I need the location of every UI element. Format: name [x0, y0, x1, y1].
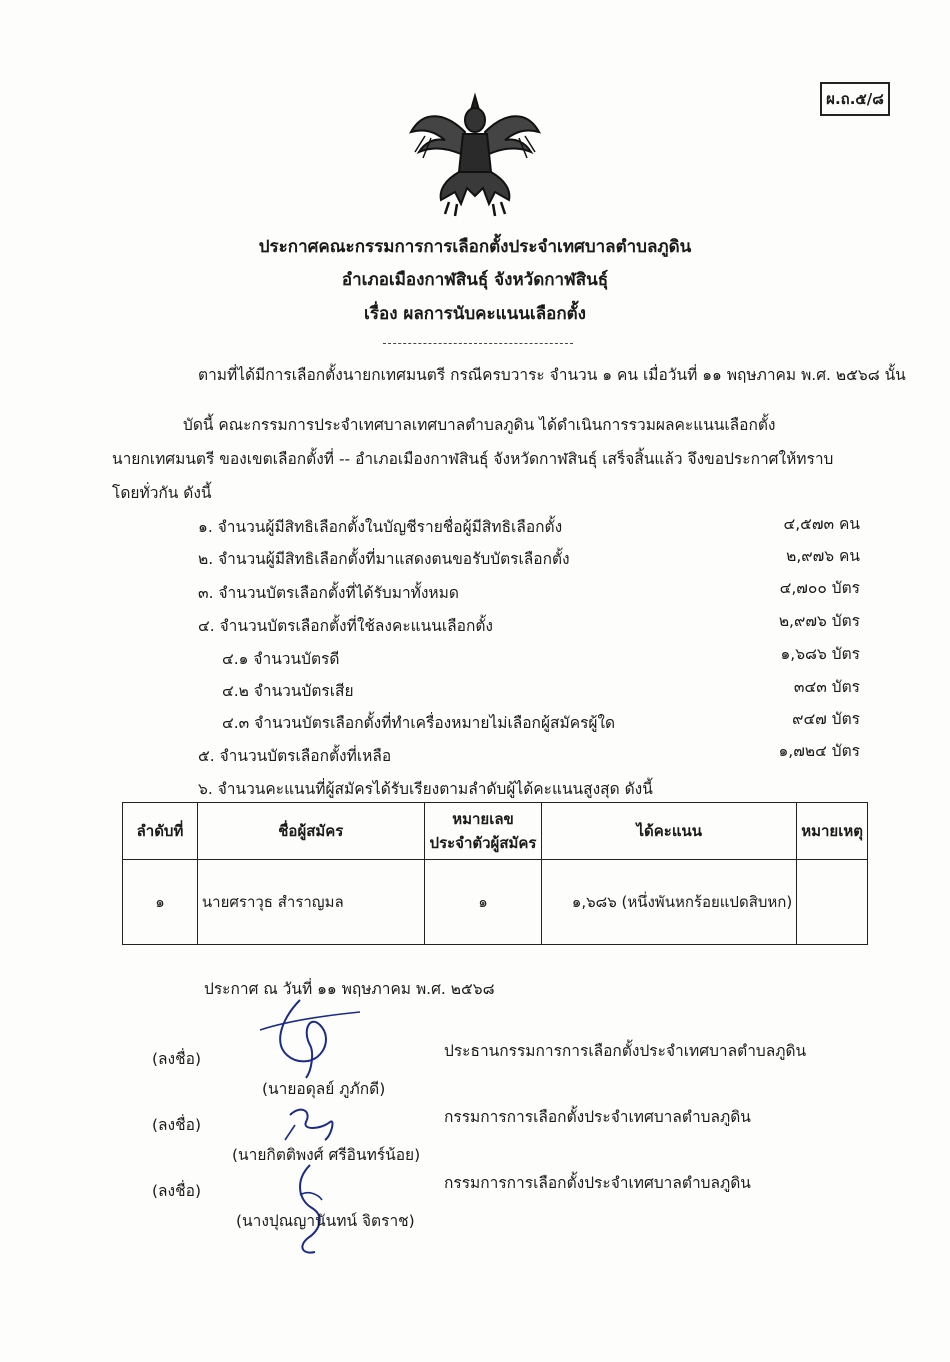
intro-paragraph: ตามที่ได้มีการเลือกตั้งนายกเทศมนตรี กรณีครบวาระ จำนวน ๑ คน เมื่อวันที่ ๑๑ พฤษภาคม พ.ศ. ๒๕๖๘ นั้น [198, 366, 906, 384]
item-value: ๑,๖๘๖ บัตร [780, 645, 860, 663]
table-header-row [123, 803, 868, 860]
header-rank: ลำดับที่ [123, 803, 198, 860]
item-label: ๔.๑ จำนวนบัตรดี [222, 650, 340, 668]
cell-votes: ๑,๖๘๖ (หนึ่งพันหกร้อยแปดสิบหก) [542, 860, 797, 945]
title-line-2: อำเภอเมืองกาฬสินธุ์ จังหวัดกาฬสินธุ์ [341, 270, 609, 290]
item-label: ๔.๒ จำนวนบัตรเสีย [222, 682, 354, 700]
item-label: ๔.๓ จำนวนบัตรเลือกตั้งที่ทำเครื่องหมายไม่เลือกผู้สมัครผู้ใด [222, 714, 616, 732]
signature-label: (ลงชื่อ) [152, 1050, 201, 1068]
cell-name: นายศราวุธ สำราญมล [197, 860, 424, 945]
item-value: ๓๔๓ บัตร [793, 678, 860, 696]
signer-title: กรรมการการเลือกตั้งประจำเทศบาลตำบลภูดิน [444, 1108, 751, 1126]
header-number [424, 803, 542, 860]
signer-name: (นายอดุลย์ ภูภักดี) [262, 1080, 386, 1098]
signature-label: (ลงชื่อ) [152, 1182, 201, 1200]
cell-note [797, 860, 868, 945]
item-label: ๓. จำนวนบัตรเลือกตั้งที่ได้รับมาทั้งหมด [198, 584, 459, 602]
body-paragraph-line-1: บัดนี้ คณะกรรมการประจำเทศบาลเทศบาลตำบลภูดิน ได้ดำเนินการรวมผลคะแนนเลือกตั้ง [183, 416, 776, 434]
title-divider [383, 343, 573, 344]
signature-1 [240, 990, 370, 1080]
signer-name: (นายกิตติพงศ์ ศรีอินทร์น้อย) [232, 1146, 421, 1164]
signer-title: กรรมการการเลือกตั้งประจำเทศบาลตำบลภูดิน [444, 1174, 751, 1192]
header-number-line-1: หมายเลข [452, 810, 514, 828]
body-paragraph-line-2: นายกเทศมนตรี ของเขตเลือกตั้งที่ -- อำเภอเมืองกาฬสินธุ์ จังหวัดกาฬสินธุ์ เสร็จสิ้นแล้ว จึงขอประกาศให้ทราบ [112, 450, 834, 468]
item-label: ๑. จำนวนผู้มีสิทธิเลือกตั้งในบัญชีรายชื่อผู้มีสิทธิเลือกตั้ง [198, 518, 563, 536]
garuda-emblem-icon [405, 92, 545, 217]
header-note: หมายเหตุ [797, 803, 868, 860]
item-value: ๔,๕๗๓ คน [783, 515, 860, 533]
item-label: ๖. จำนวนคะแนนที่ผู้สมัครได้รับเรียงตามลำดับผู้ได้คะแนนสูงสุด ดังนี้ [198, 780, 653, 798]
item-value: ๔,๗๐๐ บัตร [779, 579, 860, 597]
signature-label: (ลงชื่อ) [152, 1116, 201, 1134]
announcement-date: ประกาศ ณ วันที่ ๑๑ พฤษภาคม พ.ศ. ๒๕๖๘ [204, 980, 495, 998]
body-paragraph-line-3: โดยทั่วกัน ดังนี้ [112, 484, 212, 502]
title-line-1: ประกาศคณะกรรมการการเลือกตั้งประจำเทศบาลตำบลภูดิน [258, 237, 692, 257]
title-line-3: เรื่อง ผลการนับคะแนนเลือกตั้ง [364, 304, 586, 324]
item-value: ๒,๙๗๖ บัตร [778, 612, 860, 630]
item-label: ๔. จำนวนบัตรเลือกตั้งที่ใช้ลงคะแนนเลือกตั้ง [198, 617, 493, 635]
cell-number: ๑ [424, 860, 542, 945]
item-value: ๑,๗๒๔ บัตร [778, 742, 860, 760]
item-label: ๕. จำนวนบัตรเลือกตั้งที่เหลือ [198, 747, 392, 765]
form-code-box: ผ.ถ.๕/๘ [820, 82, 890, 116]
item-value: ๒,๙๗๖ คน [786, 547, 860, 565]
header-votes: ได้คะแนน [542, 803, 797, 860]
item-value: ๙๔๗ บัตร [792, 710, 860, 728]
signer-name: (นางปุณญานันทน์ จิตราช) [236, 1212, 415, 1230]
item-label: ๒. จำนวนผู้มีสิทธิเลือกตั้งที่มาแสดงตนขอรับบัตรเลือกตั้ง [198, 550, 570, 568]
results-table [122, 802, 868, 945]
header-number-line-2: ประจำตัวผู้สมัคร [429, 834, 537, 852]
signer-title: ประธานกรรมการการเลือกตั้งประจำเทศบาลตำบลภูดิน [444, 1042, 807, 1060]
table-row [123, 860, 868, 945]
header-name: ชื่อผู้สมัคร [197, 803, 424, 860]
cell-rank: ๑ [123, 860, 198, 945]
